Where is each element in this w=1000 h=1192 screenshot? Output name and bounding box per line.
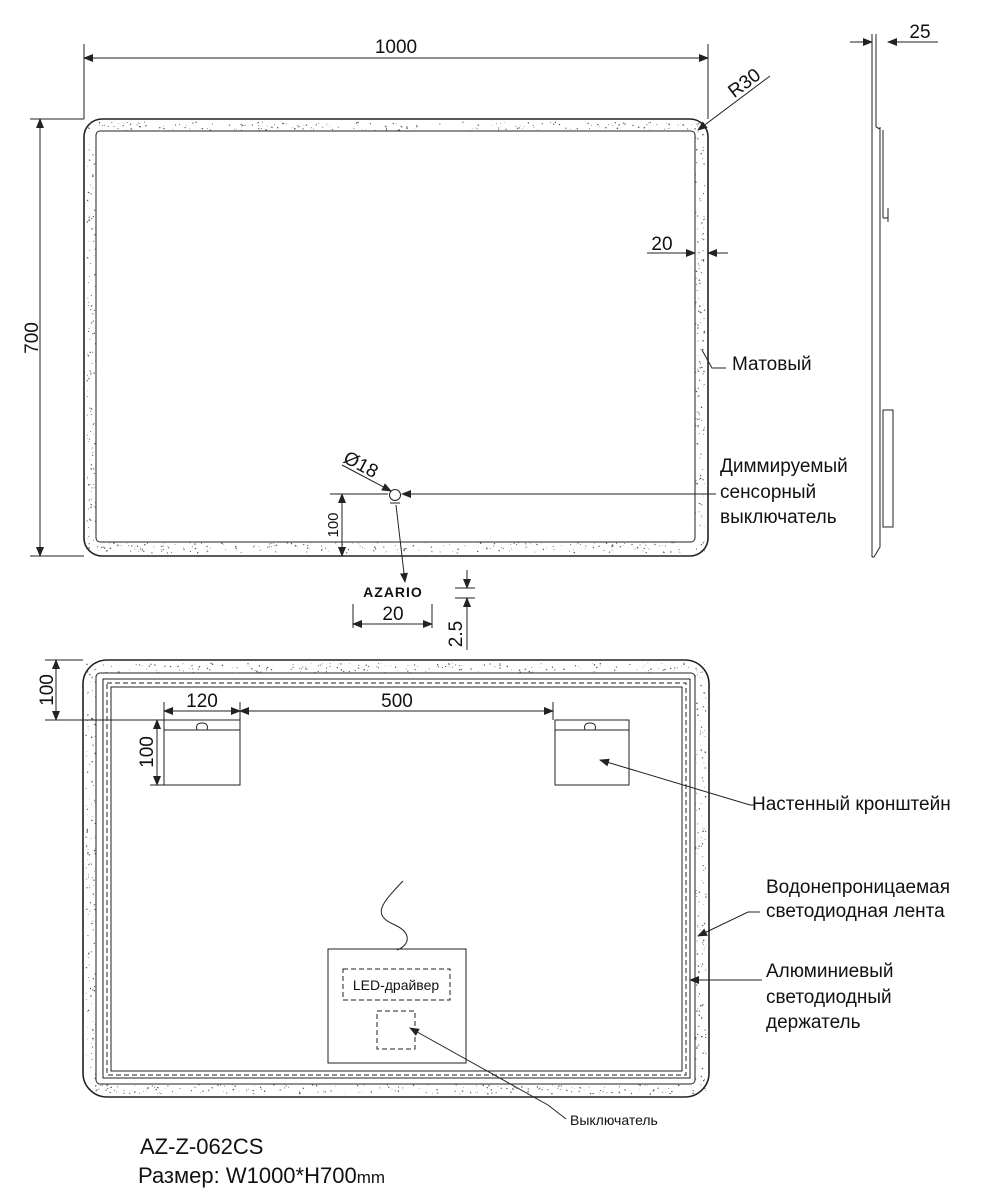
switch-offset-text: 100: [325, 512, 342, 538]
back-frame-inner: [96, 673, 695, 1084]
switch-label-line-2: сенсорный: [720, 482, 817, 503]
logo-detail: [353, 570, 475, 650]
border-dimension: [647, 234, 728, 255]
touch-switch-icon: [390, 490, 401, 501]
back-switch-label: Выключатель: [570, 1112, 658, 1128]
size-text: [138, 1163, 385, 1188]
led-strip-label-line-1: Водонепроницаемая: [766, 877, 950, 898]
width-dim-text: 1000: [374, 37, 418, 58]
back-frame-outer: [83, 660, 709, 1097]
front-glass-inner: [96, 131, 695, 542]
front-view: [22, 37, 848, 582]
top-offset-text: 100: [37, 674, 58, 706]
matte-label: Матовый: [732, 354, 812, 375]
driver-label: LED-драйвер: [352, 977, 440, 993]
radius-dimension: [698, 65, 770, 130]
back-frame-texture: [85, 663, 706, 1095]
height-dim-text: 700: [22, 322, 43, 354]
power-cable: [381, 881, 407, 950]
logo-height-text: 2.5: [446, 620, 467, 648]
side-view: [850, 22, 938, 557]
switch-label-line-3: выключатель: [720, 507, 837, 528]
bracket-spacing-text: 500: [381, 691, 413, 712]
switch-box: [377, 1011, 415, 1049]
radius-dim-text: R30: [724, 64, 765, 103]
matte-frame-texture: [86, 121, 705, 553]
height-dimension: [22, 119, 84, 556]
aluminium-holder: [103, 679, 690, 1078]
size-prefix: Размер: W1000*H700: [138, 1163, 357, 1188]
holder-label-line-3: держатель: [766, 1012, 861, 1033]
logo-text: AZARIO: [363, 584, 423, 600]
led-strip-label-line-2: светодиодная лента: [766, 901, 945, 922]
bracket-side-text: 120: [186, 691, 218, 712]
border-dim-text: 20: [651, 234, 673, 255]
matte-callout: [702, 350, 812, 375]
switch-diameter-text: Ø18: [339, 447, 382, 483]
switch-label-line-1: Диммируемый: [720, 456, 848, 477]
holder-label-line-1: Алюминиевый: [766, 961, 894, 982]
bracket-label: Настенный кронштейн: [752, 794, 951, 815]
led-strip-dashed: [107, 683, 686, 1075]
footer: [138, 1134, 385, 1188]
model-text: AZ-Z-062CS: [140, 1134, 264, 1159]
size-unit: mm: [356, 1168, 386, 1187]
back-view: [37, 660, 951, 1128]
led-driver-box: [328, 949, 466, 1063]
wall-bracket-left: [164, 720, 240, 785]
side-profile: [872, 127, 880, 557]
touch-switch: [325, 447, 848, 582]
depth-dim-text: 25: [909, 22, 931, 43]
width-dimension: [84, 37, 708, 119]
logo-width-text: 20: [382, 604, 404, 625]
holder-label-line-2: светодиодный: [766, 987, 892, 1008]
front-frame-outer: [84, 119, 708, 556]
inner-back-panel: [111, 687, 682, 1071]
wall-bracket-right: [555, 720, 629, 785]
bracket-height-text: 100: [137, 736, 158, 768]
side-led-driver: [883, 410, 893, 527]
